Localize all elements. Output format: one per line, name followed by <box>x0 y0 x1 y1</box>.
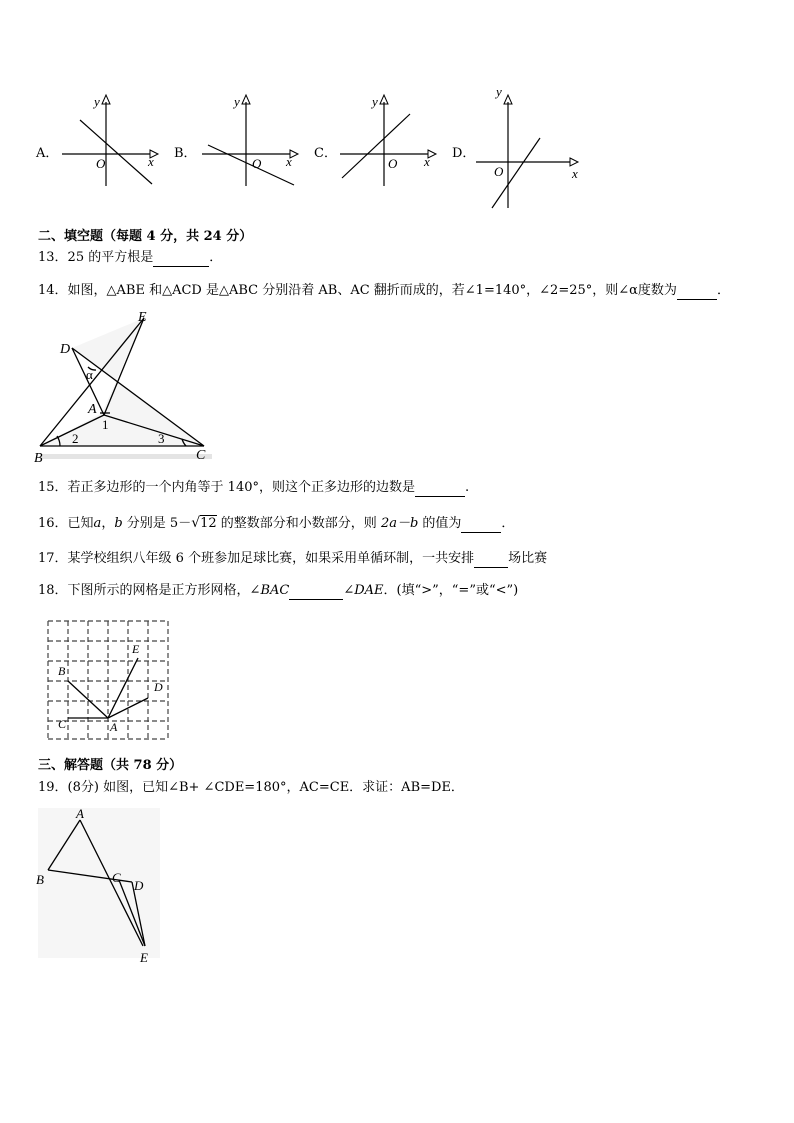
option-graphs <box>30 82 590 212</box>
q16-var-b: b <box>114 516 123 531</box>
question-19 <box>38 780 464 796</box>
q18-label-e: E <box>132 642 140 656</box>
question-17 <box>38 551 547 568</box>
q16-part2: ， <box>101 516 115 531</box>
option-b-graph <box>198 90 308 190</box>
origin-label: O <box>388 156 398 171</box>
q14-label-3: 3 <box>158 431 165 446</box>
y-axis-label: y <box>496 84 502 99</box>
q19-label-b: B <box>36 872 44 887</box>
q14-text: 14．如图，△ABE 和△ACD 是△ABC 分别沿着 AB、AC 翻折而成的，若∠1=140°，∠2=25°，则∠α度数为 <box>38 283 677 298</box>
x-axis-label: x <box>424 154 430 169</box>
y-axis-label: y <box>234 94 240 109</box>
q15-end: . <box>465 480 470 495</box>
q14-label-e: E <box>138 310 147 325</box>
q14-label-a: A <box>88 402 97 417</box>
line-c <box>342 114 410 178</box>
q13-end: ． <box>209 250 223 265</box>
origin-label: O <box>494 164 504 179</box>
q14-label-1: 1 <box>102 417 109 432</box>
q16-part3: 分别是 5－ <box>122 516 192 531</box>
q19-figure <box>34 806 164 966</box>
q18-part2: ．(填“>”，“=”或“<”) <box>383 583 519 598</box>
q19-label-d: D <box>134 878 144 893</box>
q19-text: 19．(8分) 如图，已知∠B+ ∠CDE=180°，AC=CE．求证：AB=DE． <box>38 780 464 795</box>
q18-part1: 18．下图所示的网格是正方形网格， <box>38 583 250 598</box>
q19-label-e: E <box>140 950 148 965</box>
question-16 <box>38 515 514 533</box>
section-3-heading: 三、解答题（共 78 分） <box>38 758 183 773</box>
q13-text: 13．25 的平方根是 <box>38 250 154 265</box>
q16-radicand: 12 <box>200 516 217 531</box>
q16-sqrt: √12 <box>191 515 217 531</box>
x-axis-label: x <box>572 166 578 181</box>
q18-label-b: B <box>58 664 66 678</box>
q13-answer-blank[interactable] <box>153 250 209 267</box>
q19-label-c: C <box>112 870 121 885</box>
q16-answer-blank[interactable] <box>461 516 501 533</box>
q16-var-a: a <box>93 516 102 531</box>
q14-label-2: 2 <box>72 431 79 446</box>
question-18 <box>38 583 518 600</box>
q14-label-b: B <box>34 451 43 466</box>
q18-angle-dae: ∠DAE <box>343 583 384 598</box>
q14-label-d: D <box>60 342 71 357</box>
q16-part4: 的整数部分和小数部分，则 <box>216 516 381 531</box>
option-a-graph <box>58 90 168 190</box>
origin-label: O <box>96 156 106 171</box>
q16-end: ． <box>501 516 515 531</box>
q14-label-alpha: α <box>86 367 93 382</box>
q18-label-c: C <box>58 717 67 731</box>
x-axis-label: x <box>286 154 292 169</box>
q15-answer-blank[interactable] <box>415 480 465 497</box>
origin-label: O <box>252 156 262 171</box>
q16-part1: 16．已知 <box>38 516 94 531</box>
q14-figure <box>32 305 222 467</box>
q19-label-a: A <box>76 806 84 821</box>
option-d-label: D． <box>452 146 476 161</box>
q15-text: 15．若正多边形的一个内角等于 140°，则这个正多边形的边数是 <box>38 480 415 495</box>
q17-text: 17．某学校组织八年级 6 个班参加足球比赛，如果采用单循环制，一共安排 <box>38 551 475 566</box>
line-a <box>80 120 152 184</box>
option-b-label: B． <box>174 146 197 161</box>
q18-angle-bac: ∠BAC <box>249 583 290 598</box>
q16-expression: 2a－b <box>380 516 419 531</box>
q18-label-a: A <box>110 720 118 734</box>
q14-label-c: C <box>196 448 206 463</box>
q14-end: ． <box>716 283 730 298</box>
q17-answer-blank[interactable] <box>474 551 508 568</box>
y-axis-label: y <box>372 94 378 109</box>
q18-label-d: D <box>154 680 163 694</box>
option-a-label: A． <box>36 146 59 161</box>
option-c-label: C． <box>314 146 337 161</box>
option-d-graph <box>472 82 588 212</box>
q18-answer-blank[interactable] <box>289 583 343 600</box>
q16-part5: 的值为 <box>418 516 462 531</box>
q14-answer-blank[interactable] <box>677 283 717 300</box>
question-15 <box>38 480 469 497</box>
question-14 <box>38 283 730 300</box>
y-axis-label: y <box>94 94 100 109</box>
option-c-graph <box>336 90 446 190</box>
q17-end: 场比赛 <box>508 551 548 566</box>
q18-grid-figure <box>44 617 172 743</box>
question-13 <box>38 250 222 267</box>
section-2-heading: 二、填空题（每题 4 分，共 24 分） <box>38 229 253 244</box>
x-axis-label: x <box>148 154 154 169</box>
line-b <box>208 145 294 185</box>
